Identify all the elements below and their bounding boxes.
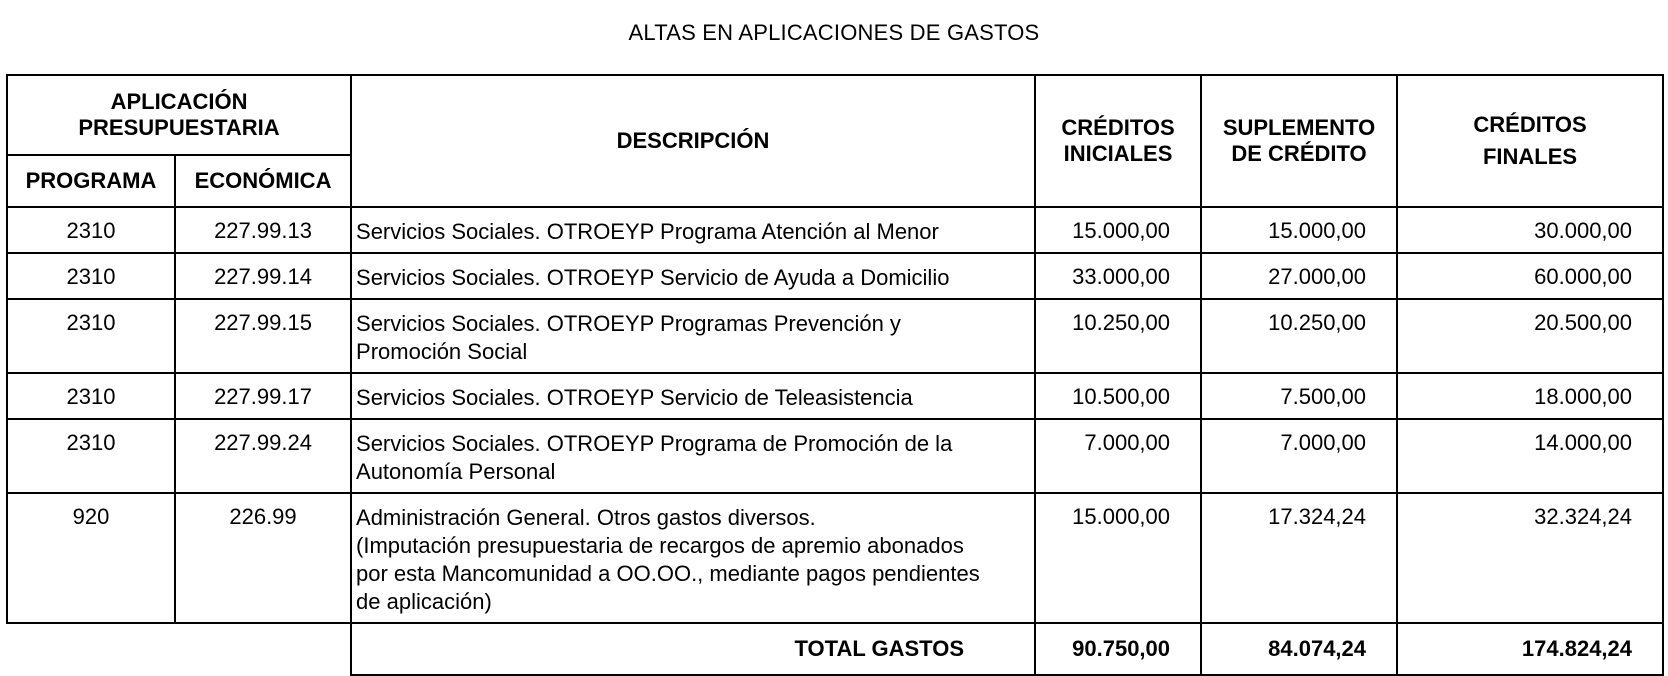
document-title: ALTAS EN APLICACIONES DE GASTOS — [628, 20, 1040, 45]
suplemento-cell: 15.000,00 — [1201, 207, 1397, 253]
descripcion-line: Promoción Social — [356, 339, 528, 364]
finales-cell: 32.324,24 — [1397, 493, 1663, 623]
iniciales-cell: 15.000,00 — [1035, 493, 1201, 623]
total-row — [7, 623, 1663, 675]
programa-cell: 2310 — [7, 207, 175, 253]
descripcion-line: Administración General. Otros gastos diversos. — [356, 505, 816, 530]
header-economica: ECONÓMICA — [175, 155, 351, 207]
header-creditos-iniciales: CRÉDITOS INICIALES — [1035, 75, 1201, 207]
table-row — [7, 373, 1663, 419]
total-label: TOTAL GASTOS — [351, 623, 1035, 675]
economica-cell: 226.99 — [175, 493, 351, 623]
total-finales: 174.824,24 — [1397, 623, 1663, 675]
descripcion-cell — [351, 493, 1035, 623]
descripcion-line: Servicios Sociales. OTROEYP Programa de Promoción de la — [356, 431, 953, 456]
iniciales-cell: 10.250,00 — [1035, 299, 1201, 373]
finales-cell: 18.000,00 — [1397, 373, 1663, 419]
header-aplicacion: APLICACIÓN PRESUPUESTARIA — [7, 75, 351, 155]
suplemento-cell: 7.500,00 — [1201, 373, 1397, 419]
suplemento-cell: 10.250,00 — [1201, 299, 1397, 373]
programa-cell: 2310 — [7, 253, 175, 299]
table-row — [7, 493, 1663, 623]
iniciales-cell: 10.500,00 — [1035, 373, 1201, 419]
economica-cell: 227.99.15 — [175, 299, 351, 373]
descripcion-line: de aplicación) — [356, 589, 492, 614]
descripcion-line: Servicios Sociales. OTROEYP Servicio de Teleasistencia — [356, 385, 913, 410]
table-row — [7, 299, 1663, 373]
table-row — [7, 207, 1663, 253]
descripcion-line: por esta Mancomunidad a OO.OO., mediante pagos pendientes — [356, 561, 980, 586]
total-suplemento: 84.074,24 — [1201, 623, 1397, 675]
total-spacer — [7, 623, 351, 675]
economica-cell: 227.99.17 — [175, 373, 351, 419]
header-programa: PROGRAMA — [7, 155, 175, 207]
finales-cell: 30.000,00 — [1397, 207, 1663, 253]
descripcion-cell — [351, 299, 1035, 373]
suplemento-cell: 17.324,24 — [1201, 493, 1397, 623]
iniciales-cell: 33.000,00 — [1035, 253, 1201, 299]
table-row — [7, 419, 1663, 493]
total-iniciales: 90.750,00 — [1035, 623, 1201, 675]
descripcion-line: Servicios Sociales. OTROEYP Programa Atención al Menor — [356, 219, 939, 244]
table-row — [7, 253, 1663, 299]
programa-cell: 2310 — [7, 373, 175, 419]
expense-table — [6, 74, 1664, 676]
descripcion-cell — [351, 419, 1035, 493]
programa-cell: 2310 — [7, 299, 175, 373]
finales-cell: 14.000,00 — [1397, 419, 1663, 493]
programa-cell: 2310 — [7, 419, 175, 493]
header-suplemento: SUPLEMENTO DE CRÉDITO — [1201, 75, 1397, 207]
descripcion-line: Servicios Sociales. OTROEYP Servicio de Ayuda a Domicilio — [356, 265, 950, 290]
suplemento-cell: 7.000,00 — [1201, 419, 1397, 493]
economica-cell: 227.99.14 — [175, 253, 351, 299]
descripcion-line: (Imputación presupuestaria de recargos de apremio abonados — [356, 533, 964, 558]
header-descripcion: DESCRIPCIÓN — [351, 75, 1035, 207]
finales-cell: 20.500,00 — [1397, 299, 1663, 373]
descripcion-line: Autonomía Personal — [356, 459, 556, 484]
iniciales-cell: 15.000,00 — [1035, 207, 1201, 253]
iniciales-cell: 7.000,00 — [1035, 419, 1201, 493]
descripcion-cell — [351, 373, 1035, 419]
descripcion-cell — [351, 253, 1035, 299]
economica-cell: 227.99.13 — [175, 207, 351, 253]
header-creditos-finales: CRÉDITOS FINALES — [1397, 75, 1663, 207]
descripcion-cell — [351, 207, 1035, 253]
descripcion-line: Servicios Sociales. OTROEYP Programas Prevención y — [356, 311, 901, 336]
economica-cell: 227.99.24 — [175, 419, 351, 493]
suplemento-cell: 27.000,00 — [1201, 253, 1397, 299]
programa-cell: 920 — [7, 493, 175, 623]
finales-cell: 60.000,00 — [1397, 253, 1663, 299]
